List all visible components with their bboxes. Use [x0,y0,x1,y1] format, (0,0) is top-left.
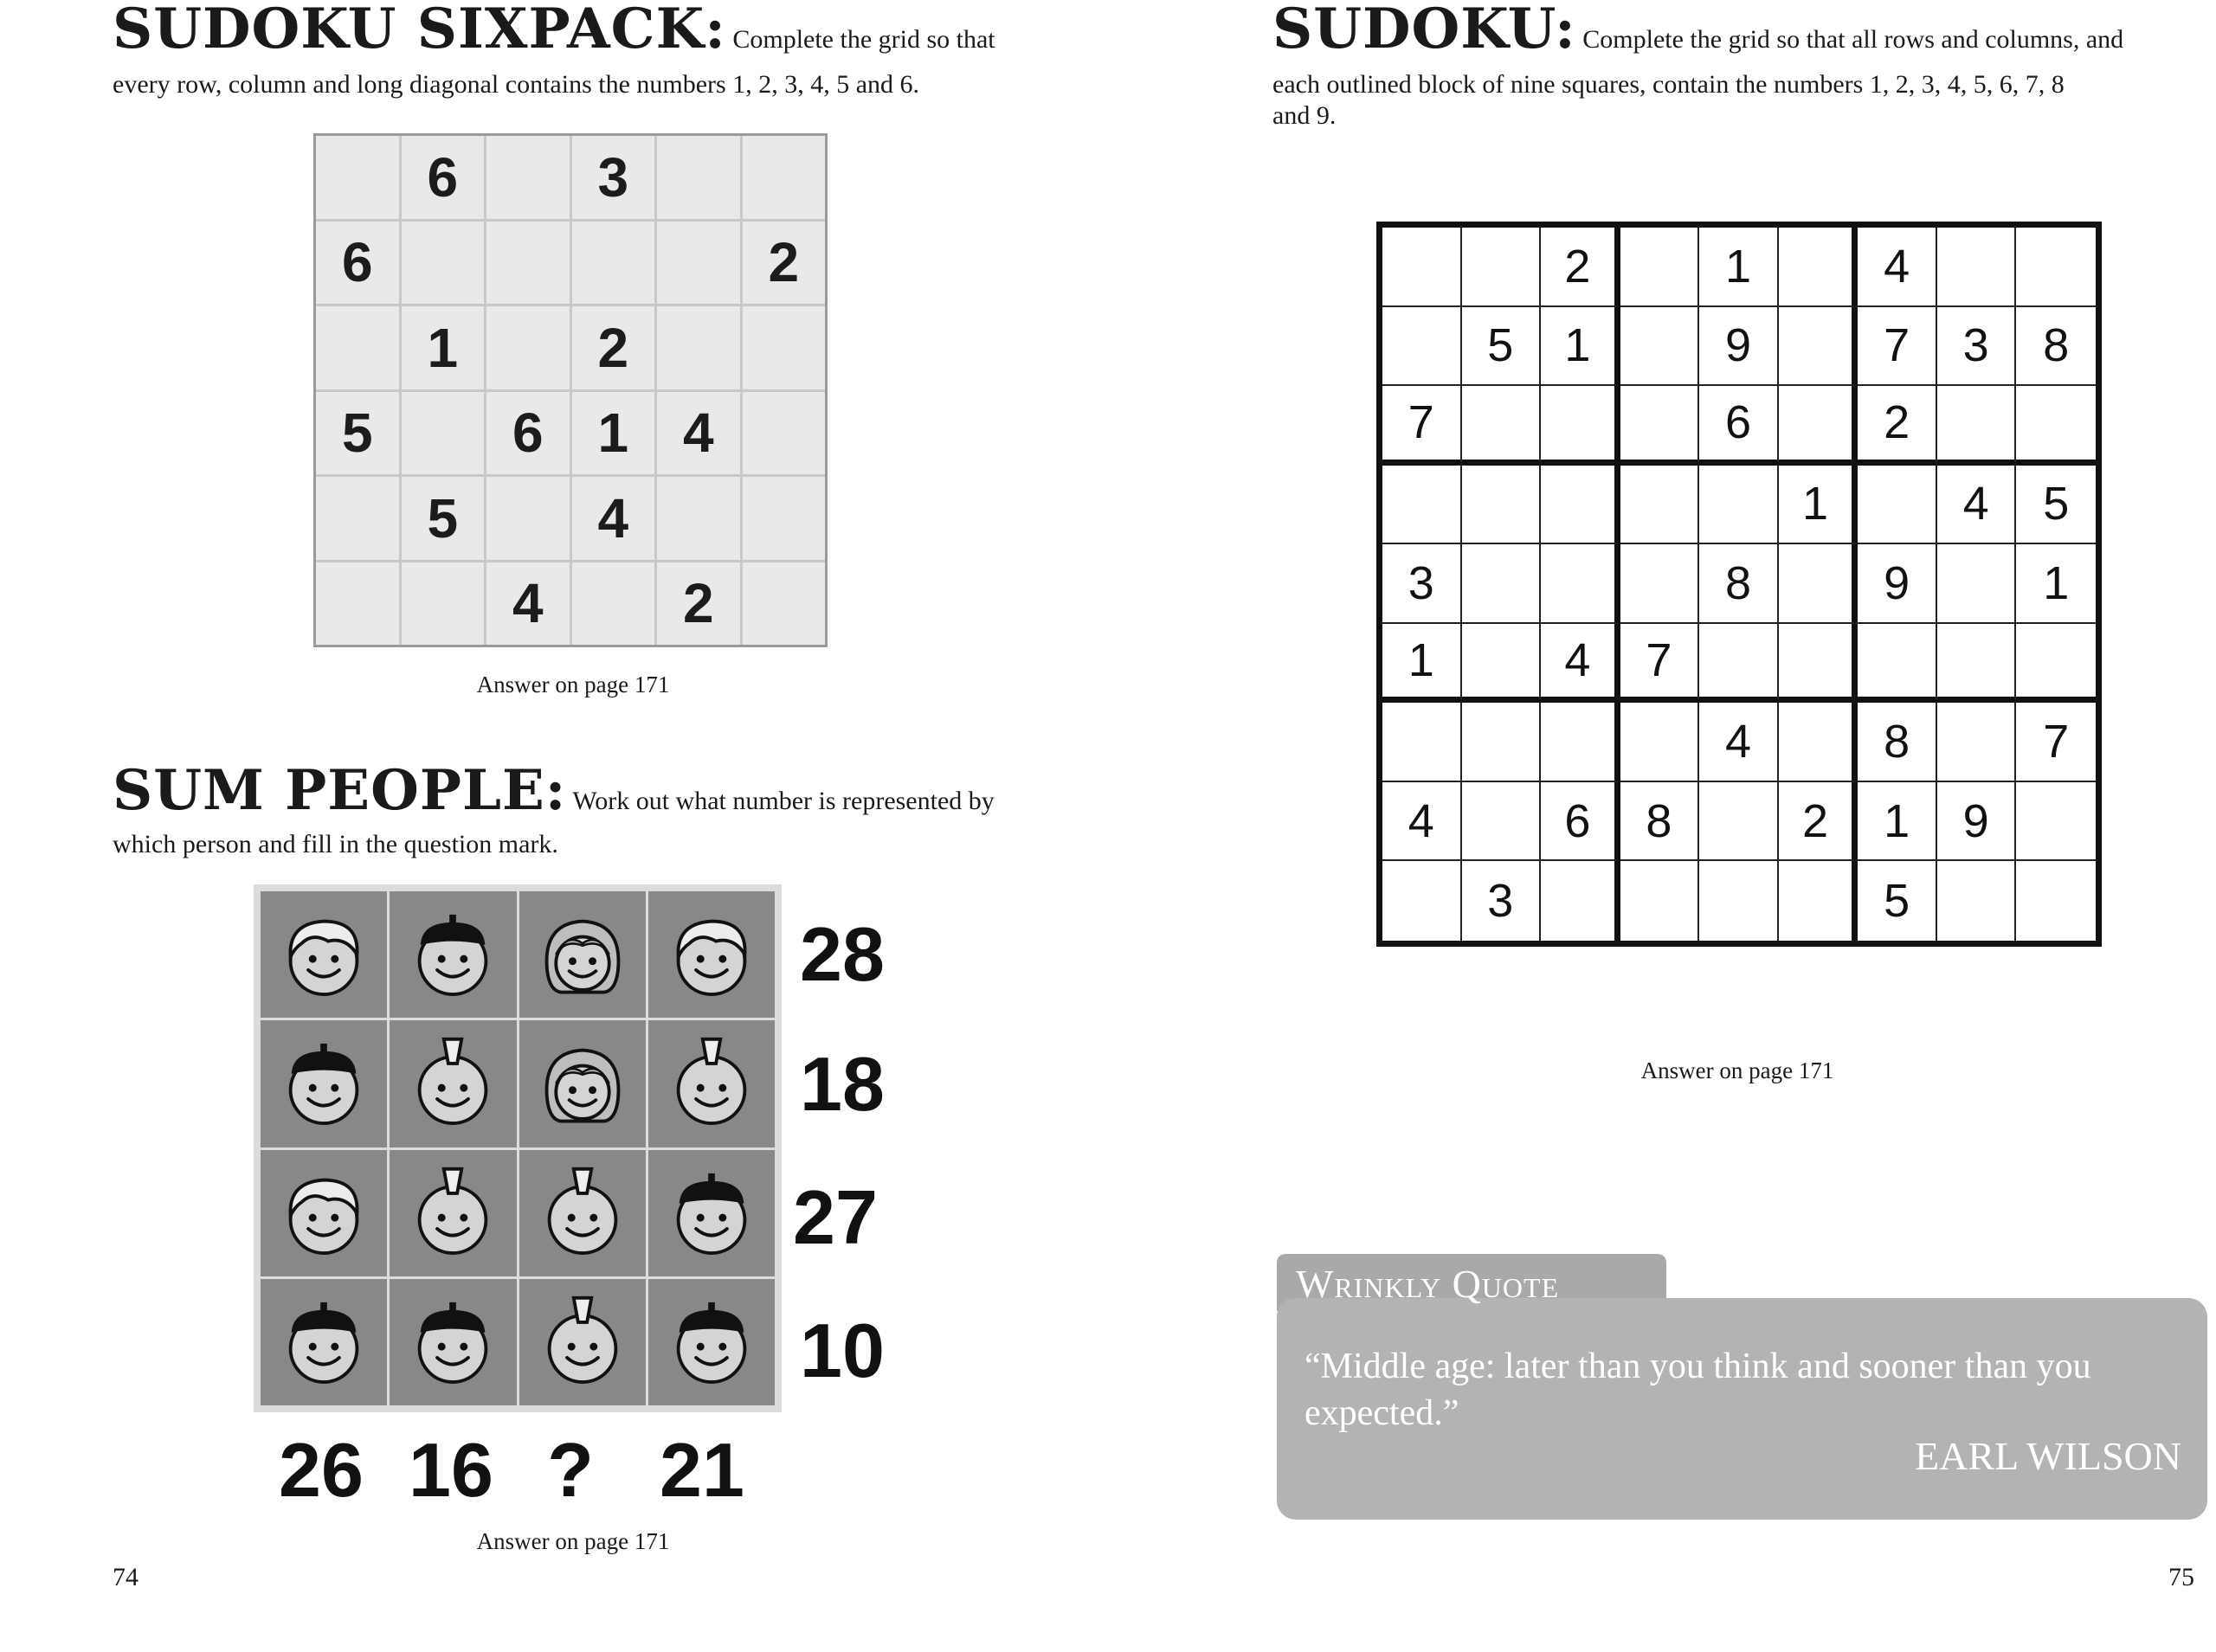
beret-person-icon [397,1287,508,1398]
beret-person-icon [268,1287,379,1398]
beret-person-icon [268,1028,379,1139]
sixpack-cell [743,477,826,560]
sudoku-cell: 9 [1937,782,2017,862]
sudoku-cell [1858,466,1937,545]
sudoku-cell: 9 [1699,307,1779,387]
face-cell [261,891,387,1018]
face-cell [261,1279,387,1405]
sudoku-cell [1937,386,2017,466]
sudoku-cell [1779,703,1858,782]
col-sum-4: 21 [660,1427,744,1513]
sudoku-intro-line3: and 9. [1272,101,1337,130]
sum-people-grid [254,884,782,1412]
beret-person-icon [397,899,508,1010]
sudoku-cell: 8 [2016,307,2096,387]
sudoku-cell [1541,703,1620,782]
sudoku-cell: 7 [2016,703,2096,782]
sudoku-cell [1462,703,1542,782]
mohawk-person-icon [656,1028,767,1139]
sixpack-cell [402,392,485,475]
sudoku-cell [1462,386,1542,466]
sudoku-cell: 5 [1462,307,1542,387]
sixpack-cell [572,222,655,305]
sixpack-cell [657,306,740,389]
blond-person-icon [656,899,767,1010]
sudoku-cell: 5 [1858,861,1937,941]
sudoku-cell [2016,228,2096,307]
sudoku-cell [1937,703,2017,782]
sixpack-cell: 1 [572,392,655,475]
face-cell [390,1150,516,1276]
sudoku-cell: 4 [1541,624,1620,704]
sixpack-answer-note: Answer on page 171 [476,672,670,697]
sixpack-cell [743,306,826,389]
col-sum-1: 26 [279,1427,364,1513]
quote-author: EARL WILSON [1915,1434,2181,1478]
page-number-left: 74 [113,1563,138,1591]
sudoku-cell: 5 [2016,466,2096,545]
sudoku-cell: 2 [1858,386,1937,466]
sudoku-cell [2016,624,2096,704]
sudoku-cell: 8 [1699,544,1779,624]
mohawk-person-icon [527,1287,638,1398]
sudoku-cell [1620,703,1700,782]
sudoku-cell [1462,544,1542,624]
sixpack-cell: 4 [657,392,740,475]
row-sum-3: 27 [793,1174,878,1260]
sixpack-cell: 1 [402,306,485,389]
sudoku-cell: 1 [1382,624,1462,704]
face-cell [519,891,646,1018]
sudoku-cell [1382,307,1462,387]
sixpack-cell: 2 [657,562,740,646]
sudoku-cell [1541,386,1620,466]
sudoku-cell: 9 [1858,544,1937,624]
sixpack-cell: 4 [572,477,655,560]
sudoku-cell [1541,466,1620,545]
girl-person-icon [527,1028,638,1139]
beret-person-icon [656,1287,767,1398]
sixpack-intro-line2: every row, column and long diagonal contains the numbers 1, 2, 3, 4, 5 and 6. [113,70,920,99]
sixpack-cell: 5 [402,477,485,560]
sixpack-cell [657,477,740,560]
sixpack-cell: 6 [316,222,399,305]
sixpack-cell [316,477,399,560]
sudoku-cell: 4 [1937,466,2017,545]
face-cell [390,1279,516,1405]
col-sum-3-question: ? [547,1427,594,1513]
sum-people-intro-line1: Work out what number is represented by [572,787,995,815]
sudoku-intro-line1: Complete the grid so that all rows and columns, and [1582,25,2124,54]
sudoku-cell: 4 [1858,228,1937,307]
sudoku-heading [1272,0,2124,61]
sudoku-cell: 6 [1699,386,1779,466]
sixpack-grid [313,133,828,647]
face-cell [648,1020,775,1147]
sudoku-cell: 1 [1541,307,1620,387]
sudoku-cell [1937,544,2017,624]
sixpack-cell [486,477,570,560]
sixpack-cell [657,222,740,305]
sixpack-cell [316,306,399,389]
sixpack-cell [316,136,399,219]
sixpack-title: SUDOKU SIXPACK: [113,0,726,61]
sudoku-cell [1620,386,1700,466]
sudoku-cell [1779,861,1858,941]
sudoku-cell: 1 [1858,782,1937,862]
row-sum-1: 28 [800,911,885,997]
sudoku-cell: 3 [1462,861,1542,941]
sixpack-cell [657,136,740,219]
sixpack-cell [743,562,826,646]
sudoku-cell: 8 [1858,703,1937,782]
sixpack-heading [113,0,995,61]
sudoku-cell: 4 [1699,703,1779,782]
face-cell [261,1020,387,1147]
sudoku-cell: 7 [1858,307,1937,387]
sudoku-cell [1937,861,2017,941]
sixpack-cell [316,562,399,646]
quote-text: “Middle age: later than you think and sooner than you expected.” [1304,1347,2091,1433]
sixpack-cell: 6 [486,392,570,475]
sudoku-title: SUDOKU: [1272,0,1576,61]
sixpack-cell [402,222,485,305]
face-cell [519,1150,646,1276]
mohawk-person-icon [397,1158,508,1269]
sixpack-cell [743,136,826,219]
sudoku-cell [1382,861,1462,941]
sudoku-cell: 4 [1382,782,1462,862]
sudoku-cell: 1 [1779,466,1858,545]
face-cell [648,1279,775,1405]
sudoku-intro-line2: each outlined block of nine squares, contain the numbers 1, 2, 3, 4, 5, 6, 7, 8 [1272,70,2065,99]
sudoku-cell [1699,466,1779,545]
sixpack-cell [486,136,570,219]
sudoku-cell [1462,466,1542,545]
sudoku-cell [1779,386,1858,466]
sudoku-cell [1541,544,1620,624]
sum-people-heading [113,758,995,823]
sudoku-cell [1620,228,1700,307]
sudoku-cell: 7 [1620,624,1700,704]
girl-person-icon [527,899,638,1010]
sudoku-cell: 6 [1541,782,1620,862]
sudoku-cell [1779,544,1858,624]
sudoku-cell: 2 [1541,228,1620,307]
sudoku-cell [1620,466,1700,545]
sudoku-cell: 7 [1382,386,1462,466]
sudoku-cell: 8 [1620,782,1700,862]
sixpack-cell: 2 [743,222,826,305]
sudoku-cell: 3 [1937,307,2017,387]
sixpack-cell [402,562,485,646]
sixpack-intro-line1: Complete the grid so that [732,25,995,54]
sudoku-cell [1382,703,1462,782]
mohawk-person-icon [527,1158,638,1269]
face-cell [261,1150,387,1276]
sudoku-cell: 1 [2016,544,2096,624]
sudoku-cell [1779,307,1858,387]
sixpack-cell: 5 [316,392,399,475]
face-cell [390,1020,516,1147]
sudoku-cell [1462,782,1542,862]
blond-person-icon [268,1158,379,1269]
mohawk-person-icon [397,1028,508,1139]
sum-people-answer-note: Answer on page 171 [476,1528,670,1554]
sudoku-cell [1620,544,1700,624]
sudoku-cell [1858,624,1937,704]
sixpack-cell: 6 [402,136,485,219]
sudoku-cell: 1 [1699,228,1779,307]
sudoku-cell [2016,386,2096,466]
sudoku-cell [1620,307,1700,387]
sudoku-cell [1382,228,1462,307]
sixpack-cell [743,392,826,475]
sixpack-cell: 2 [572,306,655,389]
sixpack-cell: 3 [572,136,655,219]
sixpack-cell [486,222,570,305]
sudoku-cell: 3 [1382,544,1462,624]
row-sum-4: 10 [800,1308,885,1393]
sudoku-cell [2016,861,2096,941]
sudoku-cell [1541,861,1620,941]
sudoku-cell [1382,466,1462,545]
sum-people-intro-line2: which person and fill in the question mark. [113,830,558,858]
sudoku-cell: 2 [1779,782,1858,862]
sudoku-cell [1462,228,1542,307]
face-cell [519,1020,646,1147]
sum-people-cells [261,891,775,1405]
face-cell [519,1279,646,1405]
sixpack-cell [572,562,655,646]
sudoku-cell [1937,624,2017,704]
sudoku-cell [1699,782,1779,862]
sudoku-grid [1376,222,2102,947]
sixpack-cell: 4 [486,562,570,646]
face-cell [390,891,516,1018]
sudoku-cell [1779,228,1858,307]
sum-people-title: SUM PEOPLE: [113,758,567,823]
sudoku-cell [1620,861,1700,941]
sudoku-cell [1462,624,1542,704]
sudoku-cell [1699,861,1779,941]
face-cell [648,891,775,1018]
row-sum-2: 18 [800,1041,885,1127]
face-cell [648,1150,775,1276]
sudoku-answer-note: Answer on page 171 [1640,1057,1834,1083]
blond-person-icon [268,899,379,1010]
quote-label: Wrinkly Quote [1296,1262,1560,1306]
page-number-right: 75 [2168,1563,2194,1591]
col-sum-2: 16 [409,1427,493,1513]
sixpack-cell [486,306,570,389]
beret-person-icon [656,1158,767,1269]
sudoku-cell [2016,782,2096,862]
sudoku-cell [1937,228,2017,307]
sudoku-cell [1779,624,1858,704]
sudoku-cell [1699,624,1779,704]
